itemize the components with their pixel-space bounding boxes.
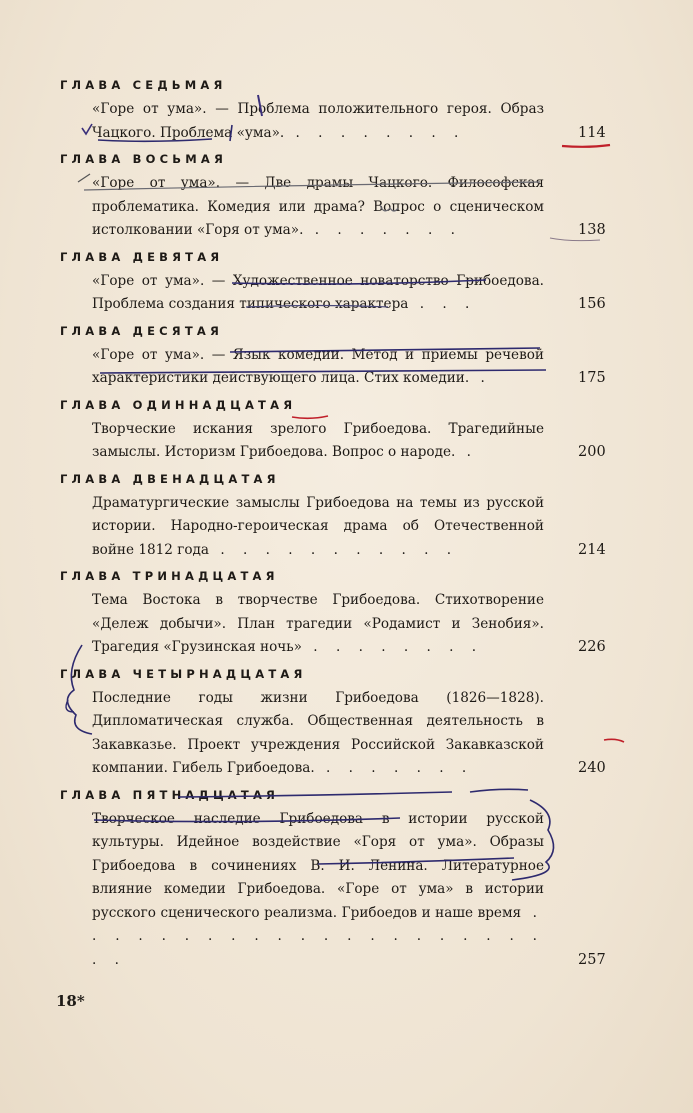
chapter-entry <box>60 589 606 660</box>
chapter-description: «Горе от ума». — Язык комедии. Метод и приемы речевой характеристики действующего лица. Стих комедии. . <box>92 346 544 386</box>
chapter-heading: ГЛАВА ДВЕНАДЦАТАЯ <box>60 471 280 486</box>
table-of-contents <box>60 76 620 977</box>
chapter-heading: ГЛАВА ЧЕТЫРНАДЦАТАЯ <box>60 666 307 681</box>
page-number: 114 <box>578 124 606 141</box>
chapter-description: Драматургические замыслы Грибоедова на темы из русской истории. Народно-героическая драма об Отечественной войне 1812 года . . . . . . . . . . . <box>92 494 544 558</box>
page-number: 226 <box>578 639 606 655</box>
chapter-description: «Горе от ума». — Проблема положительного героя. Образ Чацкого. Проблема «ума». . . . . . . . . <box>92 101 544 141</box>
chapter-8 <box>60 150 620 243</box>
chapter-13 <box>60 567 620 660</box>
chapter-heading: ГЛАВА ТРИНАДЦАТАЯ <box>60 569 279 583</box>
chapter-12 <box>60 470 620 563</box>
chapter-description: Последние годы жизни Грибоедова (1826—1828). Дипломатическая служба. Общественная деятельность в Закавказье. Проект учреждения Российской Закавказской компании. Гибель Грибоедова. . . . . . . . <box>92 689 544 776</box>
chapter-7 <box>60 76 620 145</box>
chapter-entry <box>60 270 606 317</box>
chapter-11 <box>60 396 620 465</box>
chapter-entry <box>60 808 606 973</box>
chapter-heading: ГЛАВА ДЕСЯТАЯ <box>60 323 224 338</box>
chapter-entry <box>60 418 606 465</box>
page-number: 138 <box>578 222 606 238</box>
page-number: 156 <box>578 296 606 312</box>
chapter-heading: ГЛАВА ОДИННАДЦАТАЯ <box>60 397 297 412</box>
chapter-description: «Горе от ума». — Художественное новаторство Грибоедова. Проблема создания типического характера . . . <box>92 272 544 312</box>
printer-signature-mark: 18* <box>56 992 85 1010</box>
chapter-heading: ГЛАВА ПЯТНАДЦАТАЯ <box>60 787 280 802</box>
chapter-description: Тема Востока в творчестве Грибоедова. Стихотворение «Дележ добычи». План трагедии «Родамист и Зенобия». Трагедия «Грузинская ночь» . . . . . . . . <box>92 592 544 655</box>
chapter-15 <box>60 786 620 973</box>
chapter-entry <box>60 98 606 145</box>
chapter-14 <box>60 665 620 781</box>
page-number: 240 <box>578 760 606 776</box>
chapter-heading: ГЛАВА ВОСЬМАЯ <box>60 152 227 166</box>
chapter-description: Творческие искания зрелого Грибоедова. Трагедийные замыслы. Историзм Грибоедова. Вопрос о народе. . <box>92 420 544 460</box>
chapter-entry <box>60 687 606 781</box>
page-number: 175 <box>578 370 606 386</box>
chapter-description: «Горе от ума». — Две драмы Чацкого. Философская проблематика. Комедия или драма? Вопрос о сценическом истолковании «Горя от ума». . . . . . . . <box>92 175 544 238</box>
chapter-heading: ГЛАВА СЕДЬМАЯ <box>60 78 227 92</box>
page-number: 200 <box>578 444 606 460</box>
chapter-10 <box>60 322 620 391</box>
page-number: 257 <box>578 951 606 968</box>
chapter-entry <box>60 492 606 563</box>
page-number: 214 <box>578 541 606 558</box>
chapter-9 <box>60 248 620 317</box>
chapter-heading: ГЛАВА ДЕВЯТАЯ <box>60 249 224 264</box>
chapter-description: Творческое наследие Грибоедова в истории русской культуры. Идейное воздействие «Горя от ума». Образы Грибоедова в сочинениях В. И. Ленина. Литературное влияние комедии Грибоедова. «Горе от ума» в истории русского сценического реализма. Грибоедов и наше время . . . . . . . . . . . . . . . . . . . . . . . <box>92 810 544 968</box>
chapter-entry <box>60 172 606 243</box>
chapter-entry <box>60 344 606 391</box>
